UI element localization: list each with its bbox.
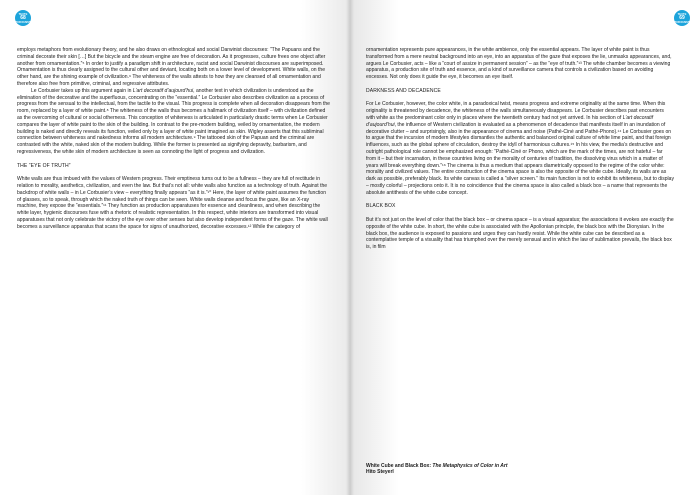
badge-label-bottom: ZUR KUNST: [674, 20, 690, 24]
badge-label-bottom: ZUR KUNST: [15, 20, 31, 24]
badge-label-top: TEXTE: [18, 12, 28, 16]
paragraph: [17, 88, 330, 156]
left-text-column: [17, 47, 330, 231]
spacer: [366, 81, 674, 88]
footer-author: Hito Steyerl: [366, 469, 394, 475]
book-gutter: [346, 0, 354, 495]
spacer: [366, 95, 674, 102]
page-number: 68: [20, 14, 26, 21]
running-footer: [366, 463, 508, 475]
paragraph: ornamentation represents pure appearances, in the white ambience, only the essential appears. The layer of white paint is thus transformed from a mere neutral background into an eye, into an apparatus of the gaze that exposes the lie, unmasks appearances, and, argues Le Corbusier, acts – like a “court of assize in permanent session” – as the “eye of truth.”¹³ The white chamber becomes a viewing apparatus, a production site of truth and essence, and a kind of surveillance camera that controls a civilization based on avoiding excesses. Not only does it guide the eye, it becomes an eye itself.: [366, 47, 672, 81]
text-run: , the influence of Western civilization is evaluated as a phenomenon of decadence that manifests itself in an inundation of decorative clutter – and surprisingly, also in the appearance of cinema and noise (Pathé-Ciné and Pathé-Phono).¹⁴ Le Corbusier goes on to argue that the incursion of modern lifestyles dismantles the authentic and balanced original culture of white lime paint, and that foreign influences, such as the global sphere of circulation, destroy the idyll of harmonious cultures.¹⁵ In his view, the media’s destructive and outright pathological role cannot be emphasized enough: “Pathé-Ciné or Phono, which are the mark of the times, are not hateful – far from it – but their incarnation, in these countries living on the morality of centuries of tradition, the dissolving virus which in a matter of years will break everything down.”¹⁶ The cinema is thus a medium that appears diametrically opposed to the regime of the color white: morality and civilized values. The entire construction of the cinema space is also the opposite of the white cube. Ideally, its walls are as dark as possible, preferably black. Its white canvas is called a “silver screen.” Its main function is not to exhibit its whiteness, but to display – mostly colorful – projections onto it. It is no coincidence that the cinema space is also called a black box – a name that represents the absolute antithesis of the white cube concept.: [366, 121, 675, 196]
footer-subtitle: The Metaphysics of Color in Art: [432, 463, 508, 469]
text-run: Le Corbusier takes up this argument again in: [31, 87, 133, 94]
spacer: [17, 156, 330, 163]
right-text-column: [366, 47, 674, 251]
book-title: L’art decoratif d’aujourd’hui: [366, 114, 654, 128]
footer-title-main: White Cube and Black Box:: [366, 463, 433, 469]
badge-label-top: TEXTE: [677, 12, 687, 16]
page-badge-left: [15, 10, 31, 26]
text-run: For Le Corbusier, however, the color white, in a paradoxical twist, means progress and extreme originality at the same time. When this originality is threatened by decadence, the whiteness of the walls simultaneously disappears. Le Corbusier describes past encounters with white as the predominant color only in places where the twentieth century had not yet arrived. In his section of: [366, 101, 666, 121]
paragraph: [366, 101, 674, 196]
section-heading: BLACK BOX: [366, 203, 396, 210]
section-heading: DARKNESS AND DECADENCE: [366, 87, 441, 94]
right-page: [350, 0, 700, 495]
spacer: [366, 210, 674, 217]
paragraph: White walls are thus imbued with the values of Western progress. Their emptiness turns out to be a fullness – they are full of rectitude in relation to morality, aesthetics, civilization, and even the law. But that’s not all: white walls also function as a technology of truth. Against the backdrop of white walls – in Le Corbusier’s view – everything finally appears “as it is.”¹⁰ Here, the layer of white paint assumes the function of glasses, so to speak, through which the naked truth of things can be seen. White walls cleanse and focus the gaze, like an X-ray machine, they expose the “essentials.”¹¹ They function as production apparatuses for essence and cleanliness, and when describing the white layer, hygienic discourses fuse with a rhetoric of realistic representation. In this respect, white interiors are transformed into visual apparatuses that not only celebrate the victory of the eye over other senses but also develop independent forms of the gaze. The white wall becomes a surveillance apparatus that scans the space for signs of unauthorized, decorative excesses.¹² While the category of: [17, 176, 328, 230]
spacer: [366, 197, 674, 204]
paragraph: employs metaphors from evolutionary theory, and he also draws on ethnological and social Darwinist discourses: “The Papuans and the criminal decorate their skin […] But the bicycle and the steam engine are free of decoration. As it progresses, culture frees one object after another from ornamentation.”⁵ In order to justify a paradigm shift in architecture, racist and social Darwinist discourses are superimposed. Ornamentation is thus clearly assigned to the cultural other and deviant, locating both on a lower level of development. White walls, on the other hand, are the shining example of civilization.⁶ The whiteness of the walls attests to how they are cleansed of all ornamentation and therefore also free from primitive, criminal, and regressive attributes.: [17, 47, 326, 87]
page-badge-right: [674, 10, 690, 26]
page-number: 69: [679, 14, 685, 21]
book-title: L’art decoratif d’aujourd’hui: [132, 87, 194, 94]
spacer: [17, 169, 330, 176]
text-run: , another text in which civilization is understood as the elimination of the decorative and the superfluous, concentrating on the “essential.” Le Corbusier also describes civilization as a process of progress from the sensual to the intellectual, from the tactile to the visual. This progress is complete when all decoration disappears from the room, replaced by a layer of white paint.⁸ The whiteness of the walls thus becomes a hallmark of civilization itself – with civilization defined as the overcoming of cultural or social otherness. This conception of whiteness is articulated in particularly drastic terms when Le Corbusier compares the layer of white paint to the skin of the building. In contrast to the pre-modern building, veiled by ornamentation, the modern building is naked and directly reveals its function, veiled only by a layer of white paint imagined as skin. Wigley asserts that this subliminal connection between whiteness and nakedness informs all modern architecture.⁹ The tattooed skin of the Papuan and the criminal are contrasted with the white, naked skin of the modern building. While the former is presented as signifying depravity, barbarism, and regressiveness, the white skin of modern architecture is seen as connoting the light of progress and civilization.: [17, 87, 330, 155]
section-heading: THE “EYE OF TRUTH”: [17, 162, 71, 169]
paragraph: But it’s not just on the level of color that the black box – or cinema space – is a visual apparatus; the associations it evokes are exactly the opposite of the white cube. In short, the white cube is associated with the Apollonian principle, the black box with the Dionysian. In the black box, the audience is exposed to passions and urges they can hardly resist. While the white cube can be described as a contemplative temple of a visuality that has triumphed over the merely sensual and in which the law of sublimation prevails, the black box is, in film: [366, 216, 674, 251]
